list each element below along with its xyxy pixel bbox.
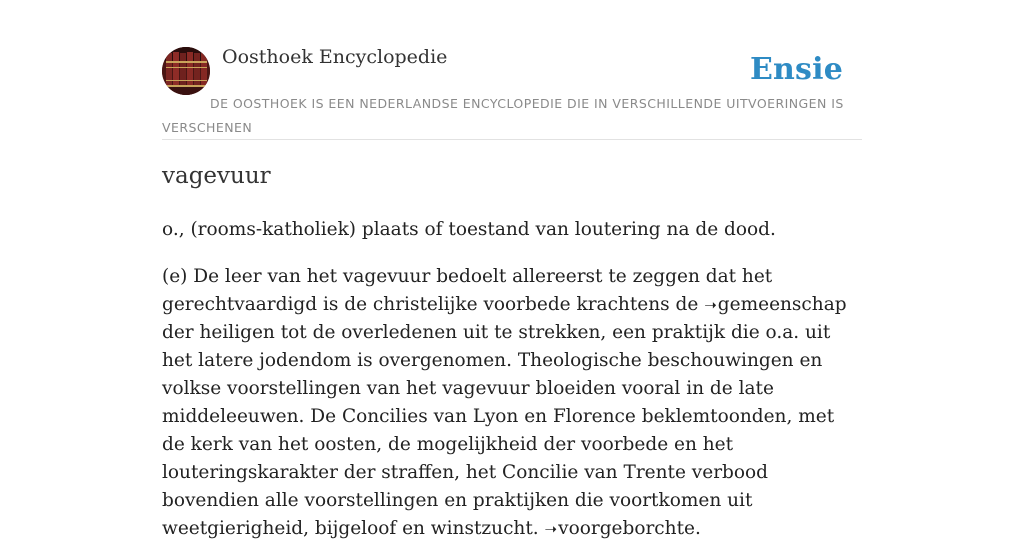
body-text-part-1: (e) De leer van het vagevuur bedoelt allereerst te zeggen dat het gerechtvaardigd is de christelijke voorbede krachtens de [162,266,773,315]
brand-logo[interactable]: Ensie [749,52,843,87]
site-tagline: DE OOSTHOEK IS EEN NEDERLANDSE ENCYCLOPEDIE DIE IN VERSCHILLENDE UITVOERINGEN IS VERSCHENEN [162,96,844,135]
header-divider [162,139,862,140]
site-title[interactable]: Oosthoek Encyclopedie [222,46,448,68]
entry-body [162,263,862,543]
xref-link-voorgeborchte[interactable] [545,518,695,539]
xref-label: gemeenschap der heiligen [162,294,847,343]
entry-definition: o., (rooms-katholiek) plaats of toestand van loutering na de dood. [162,219,776,240]
arrow-right-icon: ➝ [704,296,717,314]
arrow-right-icon: ➝ [544,520,558,538]
body-text-part-2: tot de overledenen uit te strekken, een praktijk die o.a. uit het latere jodendom is overgenomen. Theologische beschouwingen en volkse voorstellingen van het vagevuur bloeiden vooral in de late middeleeuwen. De Concilies van Lyon en Florence beklemtoonden, met de kerk van het oosten, de mogelijkheid der voorbede en het louteringskarakter der straffen, het Concilie van Trente verbood bovendien alle voorstellingen en praktijken die voortkomen uit weetgierigheid, bijgeloof en winstzucht. [162,322,835,539]
body-text-part-3: . [694,518,701,539]
entry-title: vagevuur [162,163,271,189]
xref-label: voorgeborchte [558,518,695,539]
books-icon [162,47,210,95]
encyclopedia-avatar[interactable] [162,47,210,95]
